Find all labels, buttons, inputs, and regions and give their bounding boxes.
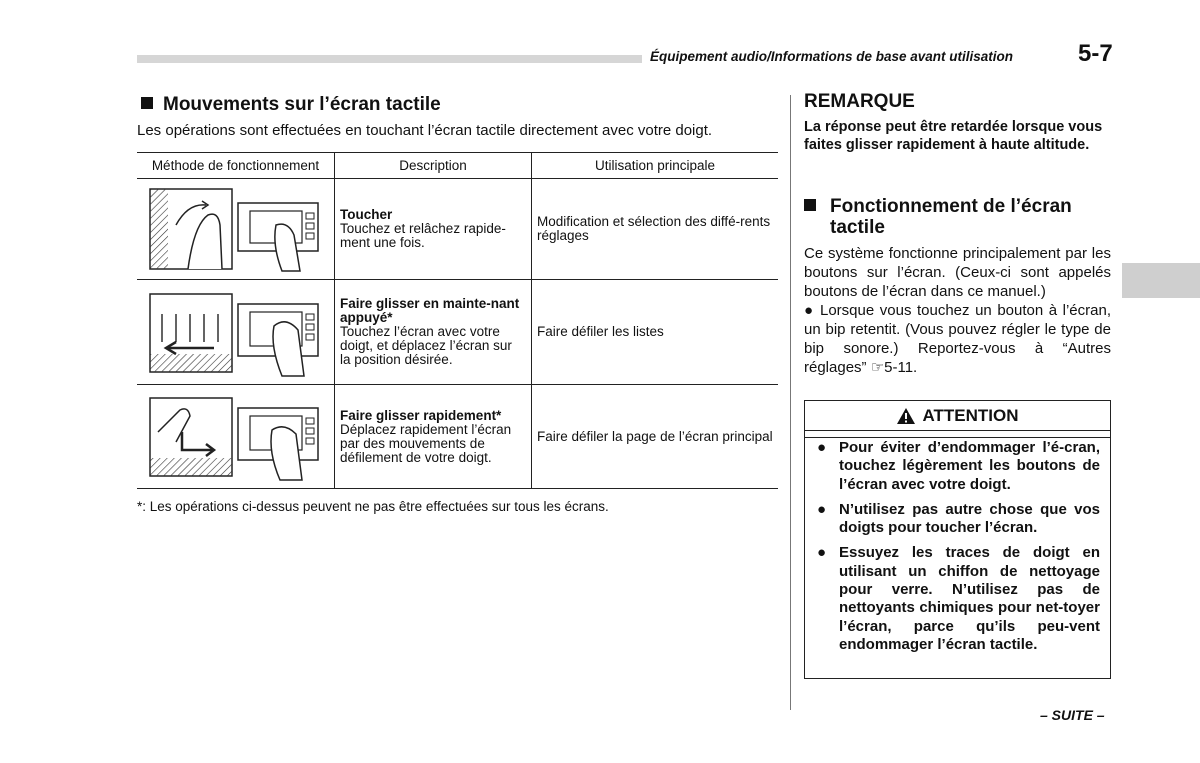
chapter-tab — [1122, 263, 1200, 298]
flick-illustration — [148, 392, 324, 482]
section-title-line2: tactile — [830, 217, 885, 238]
square-bullet-icon — [141, 97, 153, 109]
bullet-icon: ● — [817, 439, 827, 456]
method-illustration-cell — [137, 280, 335, 385]
body-paragraph-bullet: ● Lorsque vous touchez un bouton à l’écran, un bip retentit. (Vous pouvez régler le type de bip sonore.) Reportez-vous à “Autres réglages” ☞5-11. — [804, 302, 1111, 376]
description-cell — [335, 280, 532, 385]
table-header-row — [137, 153, 778, 179]
attention-item-text: Pour éviter d’endommager l’é-cran, touchez légèrement les boutons de l’écran avec votre doigt. — [839, 439, 1100, 493]
attention-item-text: N’utilisez pas autre chose que vos doigts pour toucher l’écran. — [839, 500, 1100, 537]
section-title-line1: Fonctionnement de l’écran — [830, 196, 1072, 217]
drag-illustration — [148, 286, 324, 378]
table-row — [137, 280, 778, 385]
method-illustration-cell — [137, 179, 335, 280]
attention-item-text: Essuyez les traces de doigt en utilisant un chiffon de nettoyage pour verre. N’utilisez pas de nettoyants chimiques pour net-toyer l’écran, parce qu’ils peu-vent endommager l’écran tactile. — [839, 544, 1100, 653]
table-footnote: *: Les opérations ci-dessus peuvent ne pas être effectuées sur tous les écrans. — [137, 499, 609, 514]
operation-name: Faire glisser rapidement* — [340, 407, 502, 423]
operation-usage: Faire défiler les listes — [537, 324, 664, 339]
column-divider — [790, 95, 791, 710]
attention-header — [805, 401, 1110, 431]
operation-detail: Déplacez rapidement l’écran par des mouvements de défilement de votre doigt. — [340, 421, 512, 465]
page-number: 5-7 — [1078, 40, 1113, 67]
attention-list — [805, 431, 1110, 654]
operation-usage: Modification et sélection des diffé-rents réglages — [537, 214, 771, 243]
header-usage: Utilisation principale — [532, 153, 779, 179]
header-method: Méthode de fonctionnement — [137, 153, 335, 179]
operation-detail: Touchez et relâchez rapide-ment une fois. — [340, 221, 506, 250]
operation-name: Toucher — [340, 207, 393, 222]
operation-detail: Touchez l’écran avec votre doigt, et déplacez l’écran sur la position désirée. — [340, 324, 512, 367]
running-header: Équipement audio/Informations de base avant utilisation — [650, 49, 1014, 64]
section-title-mouvements — [141, 94, 441, 116]
list-item — [817, 544, 1100, 654]
bullet-icon: ● — [817, 500, 827, 518]
section-title-fonctionnement — [804, 196, 1111, 238]
operation-usage: Faire défiler la page de l’écran principal — [537, 428, 773, 444]
remarque-heading: REMARQUE — [804, 91, 915, 112]
list-item — [817, 439, 1100, 494]
header-description: Description — [335, 153, 532, 179]
square-bullet-icon — [804, 199, 816, 211]
list-item — [817, 501, 1100, 538]
header-rule — [137, 55, 642, 63]
method-illustration-cell — [137, 385, 335, 489]
attention-box — [804, 400, 1111, 679]
operations-table — [137, 152, 778, 489]
table-row — [137, 179, 778, 280]
bullet-icon: ● — [817, 544, 827, 562]
usage-cell — [532, 179, 779, 280]
attention-title: ATTENTION — [922, 406, 1019, 425]
remarque-text: La réponse peut être retardée lorsque vous faites glisser rapidement à haute altitude. — [804, 119, 1103, 153]
usage-cell — [532, 385, 779, 489]
section-title-text: Mouvements sur l’écran tactile — [163, 94, 441, 115]
usage-cell — [532, 280, 779, 385]
attention-double-rule — [805, 433, 1110, 438]
fonctionnement-body — [804, 244, 1111, 377]
continued-label: – SUITE – — [1040, 707, 1105, 723]
table-row — [137, 385, 778, 489]
operation-name: Faire glisser en mainte-nant appuyé* — [340, 296, 520, 325]
intro-text: Les opérations sont effectuées en touchant l’écran tactile directement avec votre doigt. — [137, 122, 713, 139]
description-cell — [335, 385, 532, 489]
description-cell — [335, 179, 532, 280]
body-paragraph: Ce système fonctionne principalement par les boutons sur l’écran. (Ceux-ci sont appelés boutons de l’écran dans ce manuel.) — [804, 245, 1111, 300]
warning-triangle-icon — [896, 407, 916, 425]
tap-illustration — [148, 185, 324, 273]
